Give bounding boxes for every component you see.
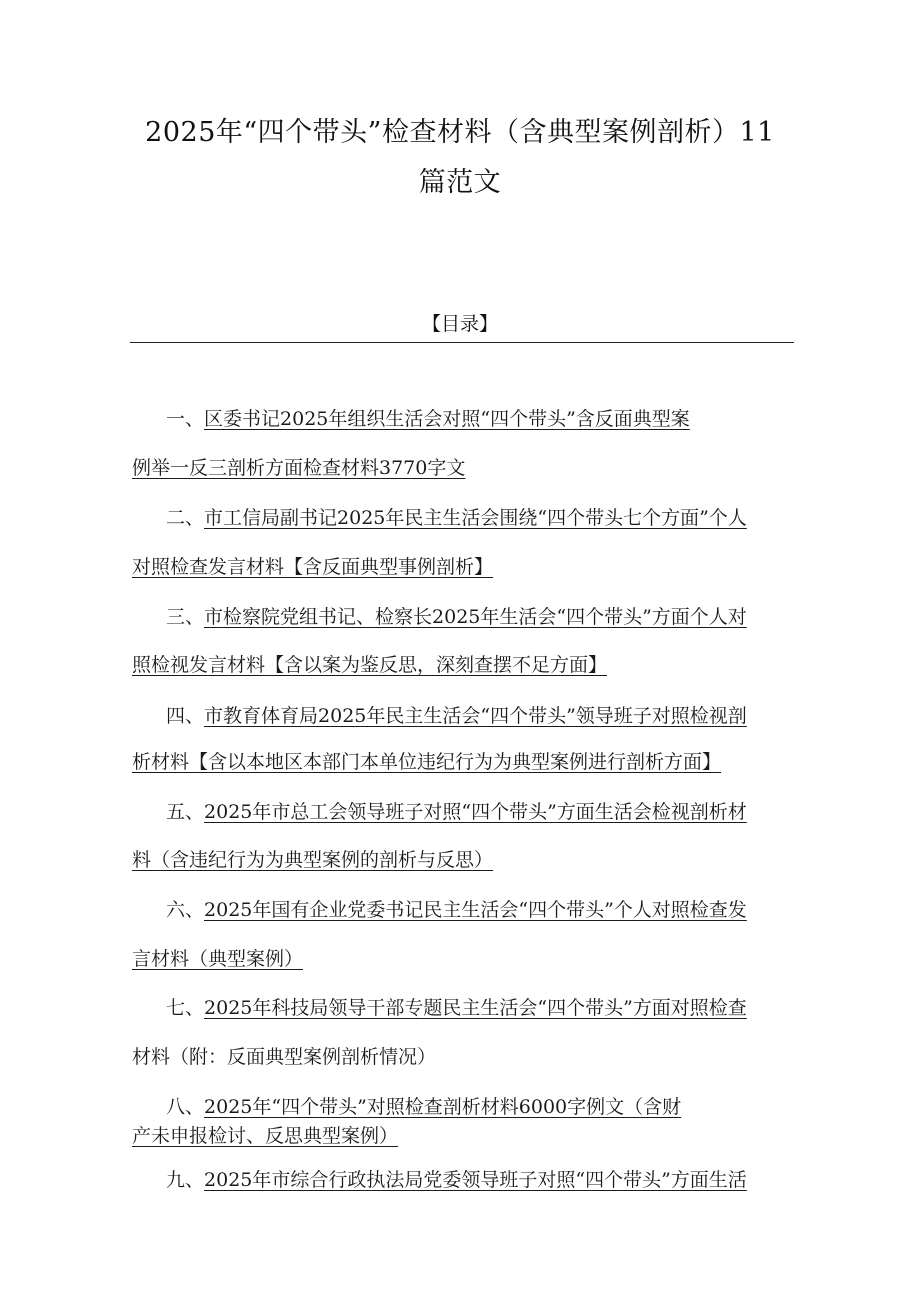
toc-entry-link-line-2[interactable]: 照检视发言材料【含以案为鉴反思，深刻查摆不足方面】 xyxy=(132,654,608,676)
toc-entry-link-line-1[interactable]: 市教育体育局2025年民主生活会“四个带头”领导班子对照检视剖 xyxy=(204,705,747,727)
toc-entry-number: 六、 xyxy=(166,899,205,921)
toc-entry-link-line-2[interactable]: 对照检查发言材料【含反面典型事例剖析】 xyxy=(132,556,494,578)
toc-entry-link-line-2[interactable]: 析材料【含以本地区本部门本单位违纪行为为典型案例进行剖析方面】 xyxy=(132,751,722,773)
toc-entry-text-line-2: 材料（附：反面典型案例剖析情况） xyxy=(132,1046,437,1068)
toc-entry-number: 九、 xyxy=(166,1169,205,1191)
toc-entry-number: 四、 xyxy=(166,705,205,727)
toc-entry-link-line-2[interactable]: 产未申报检讨、反思典型案例） xyxy=(132,1125,399,1147)
toc-heading: 【目录】 xyxy=(421,313,498,335)
toc-divider xyxy=(130,342,794,343)
document-title xyxy=(110,108,810,208)
toc-entry-link-line-1[interactable]: 区委书记2025年组织生活会对照“四个带头”含反面典型案 xyxy=(204,408,690,430)
toc-entry-link-line-1[interactable]: 2025年科技局领导干部专题民主生活会“四个带头”方面对照检查 xyxy=(204,997,747,1019)
toc-entry-number: 七、 xyxy=(166,997,205,1019)
toc-entry-number: 一、 xyxy=(166,408,205,430)
toc-entry-number: 二、 xyxy=(166,507,205,529)
toc-entry-link-line-1[interactable]: 市检察院党组书记、检察长2025年生活会“四个带头”方面个人对 xyxy=(204,606,747,628)
document-title-line-1: 2025年“四个带头”检查材料（含典型案例剖析）11 xyxy=(145,117,775,148)
toc-entry-link-line-2[interactable]: 例举一反三剖析方面检查材料3770字文 xyxy=(132,457,466,479)
document-title-line-2: 篇范文 xyxy=(418,167,502,198)
toc-entry-link-line-1[interactable]: 2025年国有企业党委书记民主生活会“四个带头”个人对照检查发 xyxy=(204,899,747,921)
toc-entry-number: 三、 xyxy=(166,606,205,628)
toc-entry-link-line-1[interactable]: 2025年市总工会领导班子对照“四个带头”方面生活会检视剖析材 xyxy=(204,801,747,823)
toc-entry-link-line-1[interactable]: 2025年“四个带头”对照检查剖析材料6000字例文（含财 xyxy=(204,1096,682,1118)
toc-entry-number: 五、 xyxy=(166,801,205,823)
toc-entry-link-line-2[interactable]: 料（含违纪行为为典型案例的剖析与反思） xyxy=(132,849,494,871)
toc-entry-number: 八、 xyxy=(166,1096,205,1118)
toc-entry-link-line-1[interactable]: 2025年市综合行政执法局党委领导班子对照“四个带头”方面生活 xyxy=(204,1169,747,1191)
toc-entry-link-line-1[interactable]: 市工信局副书记2025年民主生活会围绕“四个带头七个方面”个人 xyxy=(204,507,747,529)
toc-entry-link-line-2[interactable]: 言材料（典型案例） xyxy=(132,948,304,970)
